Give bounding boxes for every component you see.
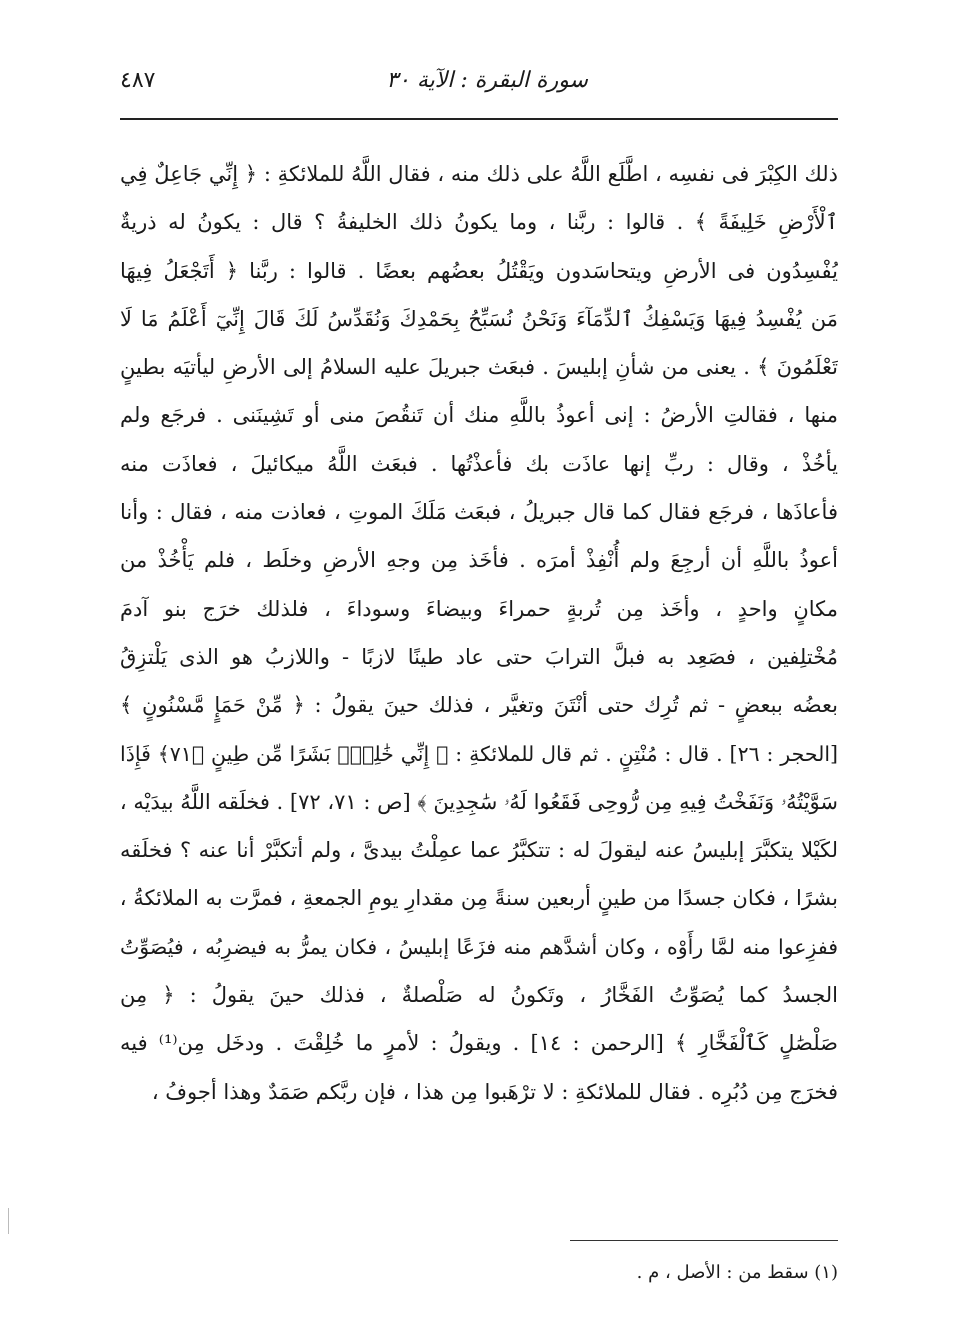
- main-text: [120, 150, 838, 1116]
- footnote: (١) سقط من : الأصل ، م .: [636, 1262, 838, 1283]
- footnote-rule: [570, 1240, 838, 1241]
- margin-mark: [8, 1208, 9, 1234]
- text-line: بعضُه ببعضٍ - ثم تُرِك حتى أنْتَنَ وتغيَّر ، فذلك حينَ يقولُ : ﴿ مِّنْ حَمَإٍ مَّسْنُونٍ ﴾: [120, 693, 838, 718]
- text-line: مكانٍ واحدٍ ، وأخَذ مِن تُربةٍ حمراءَ وبيضاءَ وسوداءَ ، فلذلك خرَج بنو آدمَ: [120, 596, 838, 621]
- text-line: يُفْسِدُون فى الأرضِ ويتحاسَدون ويَقْتُلُ بعضُهم بعضًا . قالوا : ربَّنا ﴿ أَتَجْعَلُ فِيهَا: [120, 258, 838, 283]
- text-line: لكَيْلا يتكبَّرَ إبليسُ عنه ليقولَ له : تتكبَّرُ عما عمِلْتُ بيدىَّ ، ولم أتكبَّرْ أنا عنه ؟ فخلَقه: [120, 838, 838, 863]
- text-line: فأعاذَها ، فرجَع فقال كما قال جبريلُ ، فبعَث مَلَكَ الموتِ ، فعاذت منه ، فقال : وأنا: [120, 500, 838, 525]
- text-line: ٱلْأَرْضِ خَلِيفَةً ﴾ . قالوا : ربَّنا ، وما يكونُ ذلك الخليفةُ ؟ قال : يكونُ له ذريةٌ: [120, 210, 838, 235]
- text-line: ذلك الكِبْرَ فى نفسِه ، اطَّلَع اللَّهُ على ذلك منه ، فقال اللَّهُ للملائكةِ : ﴿ إِنِّي جَاعِلٌ فِي: [120, 162, 838, 186]
- text-line: أعوذُ باللَّهِ أن أرجِعَ ولم أُنْفِذْ أمرَه . فأخَذ مِن وجهِ الأرضِ وخلَط ، فلم يَأْخُذْ من: [120, 548, 838, 573]
- header-rule: [120, 118, 838, 120]
- running-title: سورة البقرة : الآية ٣٠: [386, 68, 588, 93]
- text-line: [الحجر : ٢٦] . قال : مُنْتِنٍ . ثم قال للملائكةِ : ﴿ إِنِّي خَٰلِقٌۢ بَشَرًا مِّن طِينٍ ﴿٧١﴾ فَإِذَا: [120, 741, 838, 766]
- text-line: صَلْصَٰلٍ كَٱلْفَخَّارِ ﴾ [الرحمن : ١٤] . ويقولُ : لأمرٍ ما خُلِقْتَ . ودخَل مِن⁽¹⁾ فيه: [120, 1031, 838, 1056]
- text-line: منها ، فقالتِ الأرضُ : إنى أعوذُ باللَّهِ منك أن تَنقُصَ منى أو تَشِينَنى . فرجَع ولم: [120, 403, 838, 428]
- text-line: سَوَّيْتُهُۥ وَنَفَخْتُ فِيهِ مِن رُّوحِى فَقَعُوا لَهُۥ سَٰجِدِينَ ﴾ [ص : ٧١، ٧٢] . فخلَقه اللَّهُ بيدَيْه ،: [120, 789, 838, 814]
- text-line: فخرَج مِن دُبُرِه . فقال للملائكةِ : لا ترْهَبوا مِن هذا ، فإن ربَّكم صَمَدٌ وهذا أجوفُ ،: [151, 1079, 838, 1104]
- text-line: ففزِعوا منه لمَّا رأَوْه ، وكان أشدَّهم منه فزَعًا إبليسُ ، فكان يمرُّ به فيضرِبُه ، فيُصَوِّتُ: [120, 934, 838, 959]
- text-line: بشرًا ، فكان جسدًا من طينٍ أربعين سنةً مِن مقدارِ يومِ الجمعةِ ، فمرَّت به الملائكةُ ،: [120, 886, 838, 911]
- page-number: ٤٨٧: [120, 68, 156, 93]
- text-line: مُخْتلِفين ، فصَعِد به فبلَّ الترابَ حتى عاد طينًا لازبًا - واللازبُ هو الذى يَلْتزِقُ: [120, 644, 838, 669]
- page-header: [120, 62, 838, 102]
- text-line: الجسدُ كما يُصَوِّتُ الفَخَّارُ ، وتَكونُ له صَلْصلةٌ ، فذلك حينَ يقولُ : ﴿ مِن: [120, 983, 838, 1008]
- text-line: تَعْلَمُونَ ﴾ . يعنى من شأنِ إبليسَ . فبعَث جبريلَ عليه السلامُ إلى الأرضِ ليأتيَه بطينٍ: [120, 355, 838, 380]
- text-line: مَن يُفْسِدُ فِيهَا وَيَسْفِكُ ٱلدِّمَآءَ وَنَحْنُ نُسَبِّحُ بِحَمْدِكَ وَنُقَدِّسُ لَكَ قَالَ إِنِّيٓ أَعْلَمُ مَا لَا: [120, 306, 838, 331]
- text-line: يأخُذْ ، وقال : ربِّ إنها عاذَت بك فأعذْتُها . فبعَث اللَّهُ ميكائيلَ ، فعاذَت منه: [120, 451, 838, 476]
